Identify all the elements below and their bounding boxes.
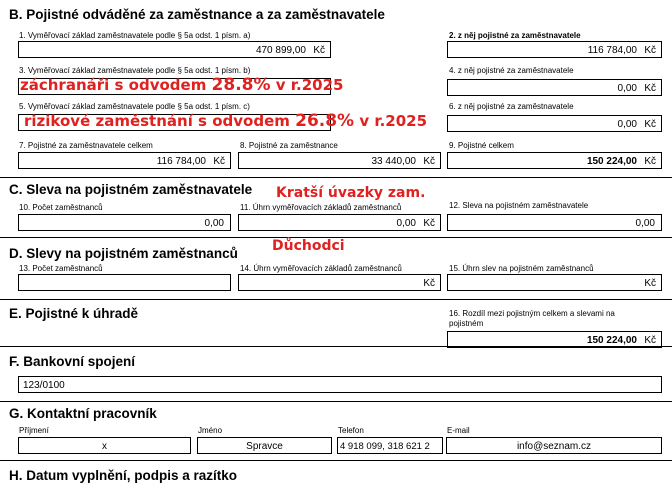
name-field[interactable]	[197, 437, 332, 454]
section-d-title: D. Slevy na pojistném zaměstnanců	[9, 246, 238, 261]
note-rescuers	[20, 75, 343, 95]
note-risky-prefix: rizikové zaměstnání s odvodem	[24, 112, 296, 130]
field-8-unit: Kč	[423, 156, 435, 167]
field-2-value: 116 784,00	[587, 45, 637, 56]
phone-label: Telefon	[338, 426, 364, 435]
note-risky-pct: 26.8%	[295, 111, 355, 131]
note-risky	[24, 111, 427, 131]
bank-account-box[interactable]	[18, 376, 662, 393]
field-8-box[interactable]	[238, 152, 441, 169]
field-5-label: 5. Vyměřovací základ zaměstnavatele podle § 5a odst. 1 písm. c)	[19, 102, 250, 111]
field-11-box[interactable]	[238, 214, 441, 231]
field-9-box[interactable]	[447, 152, 662, 169]
section-g-title: G. Kontaktní pracovník	[9, 406, 157, 421]
field-7-box[interactable]	[18, 152, 231, 169]
section-c-title: C. Sleva na pojistném zaměstnavatele	[9, 182, 253, 197]
email-value: info@seznam.cz	[516, 441, 592, 452]
note-risky-suffix: v r.2025	[354, 112, 428, 130]
field-4-unit: Kč	[644, 83, 656, 94]
field-1-box[interactable]	[18, 41, 331, 58]
section-h-title: H. Datum vyplnění, podpis a razítko	[9, 468, 238, 483]
field-8-label: 8. Pojistné za zaměstnance	[240, 141, 338, 150]
field-1-value: 470 899,00	[255, 45, 306, 56]
field-12-label: 12. Sleva na pojistném zaměstnavatele	[449, 201, 589, 210]
field-14-unit: Kč	[423, 278, 435, 289]
field-4-value: 0,00	[617, 83, 637, 94]
section-e	[0, 299, 672, 347]
field-8-value: 33 440,00	[371, 156, 416, 167]
field-16-label-line1: 16. Rozdíl mezi pojistným celkem a slevami na	[449, 309, 615, 318]
section-c	[0, 177, 672, 238]
field-12-box[interactable]	[447, 214, 662, 231]
name-value: Spravce	[246, 441, 283, 452]
section-e-title: E. Pojistné k úhradě	[9, 306, 139, 321]
field-2-box[interactable]	[447, 41, 662, 58]
field-10-box[interactable]	[18, 214, 231, 231]
field-11-value: 0,00	[396, 218, 416, 229]
field-6-label: 6. z něj pojistné za zaměstnavatele	[449, 102, 574, 111]
section-h	[0, 460, 672, 502]
field-13-label: 13. Počet zaměstnanců	[19, 264, 103, 273]
field-15-unit: Kč	[644, 278, 656, 289]
section-b-title: B. Pojistné odváděné za zaměstnance a za zaměstnavatele	[9, 7, 385, 22]
field-2-label: 2. z něj pojistné za zaměstnavatele	[449, 31, 581, 40]
section-d	[0, 237, 672, 300]
field-7-label: 7. Pojistné za zaměstnavatele celkem	[19, 141, 153, 150]
field-3-label: 3. Vyměřovací základ zaměstnavatele podle § 5a odst. 1 písm. b)	[19, 66, 251, 75]
field-7-value: 116 784,00	[156, 156, 206, 167]
email-label: E-mail	[447, 426, 470, 435]
phone-field[interactable]	[337, 437, 443, 454]
email-field[interactable]	[446, 437, 662, 454]
field-11-unit: Kč	[423, 218, 435, 229]
field-15-box[interactable]	[447, 274, 662, 291]
note-rescuers-pct: 28.8%	[211, 75, 271, 95]
section-g	[0, 401, 672, 461]
field-14-box[interactable]	[238, 274, 441, 291]
field-15-label: 15. Úhrn slev na pojistném zaměstnanců	[449, 264, 594, 273]
field-9-unit: Kč	[644, 156, 656, 167]
field-13-box[interactable]	[18, 274, 231, 291]
field-14-label: 14. Úhrn vyměřovacích základů zaměstnanců	[240, 264, 402, 273]
field-6-unit: Kč	[644, 119, 656, 130]
surname-label: Příjmení	[19, 426, 49, 435]
field-4-label: 4. z něj pojistné za zaměstnavatele	[449, 66, 574, 75]
field-10-label: 10. Počet zaměstnanců	[19, 203, 103, 212]
bank-account-value: 123/0100	[23, 380, 65, 391]
note-rescuers-suffix: v r.2025	[270, 76, 344, 94]
field-12-value: 0,00	[635, 218, 655, 229]
field-1-unit: Kč	[313, 45, 325, 56]
field-10-value: 0,00	[204, 218, 224, 229]
field-16-unit: Kč	[644, 335, 656, 346]
field-6-value: 0,00	[617, 119, 637, 130]
surname-value: x	[102, 441, 107, 452]
note-rescuers-prefix: záchranáři s odvodem	[20, 76, 212, 94]
section-f-title: F. Bankovní spojení	[9, 354, 136, 369]
note-short-time: Kratší úvazky zam.	[276, 185, 426, 201]
field-7-unit: Kč	[213, 156, 225, 167]
field-1-label: 1. Vyměřovací základ zaměstnavatele podle § 5a odst. 1 písm. a)	[19, 31, 251, 40]
field-9-label: 9. Pojistné celkem	[449, 141, 514, 150]
field-16-label-line2: pojistném	[449, 319, 484, 328]
surname-field[interactable]	[18, 437, 191, 454]
field-2-unit: Kč	[644, 45, 656, 56]
field-11-label: 11. Úhrn vyměřovacích základů zaměstnanců	[240, 203, 402, 212]
note-pensioners: Důchodci	[272, 238, 345, 254]
section-f	[0, 346, 672, 402]
section-b	[0, 2, 672, 177]
field-6-box[interactable]	[447, 115, 662, 132]
name-label: Jméno	[198, 426, 223, 435]
phone-value: 4 918 099, 318 621 2	[340, 441, 430, 452]
field-4-box[interactable]	[447, 79, 662, 96]
field-9-value: 150 224,00	[586, 156, 637, 167]
field-16-value: 150 224,00	[586, 335, 637, 346]
